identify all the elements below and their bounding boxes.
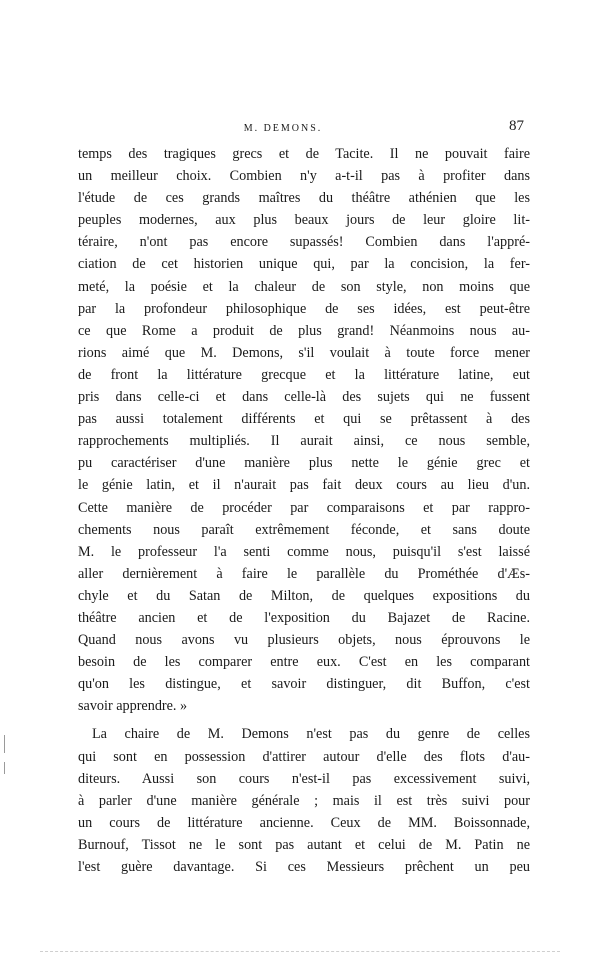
- text-line: aller dernièrement à faire le parallèle du Prométhée d'Æs-: [78, 565, 530, 582]
- text-line: Quand nous avons vu plusieurs objets, nous éprouvons le: [78, 632, 530, 649]
- text-line: pris dans celle-ci et dans celle-là des sujets qui ne fussent: [78, 389, 530, 406]
- text-line: ce que Rome a produit de plus grand! Néanmoins nous au-: [78, 322, 530, 339]
- text-line: savoir apprendre. »: [78, 698, 188, 715]
- text-line: l'est guère davantage. Si ces Messieurs prêchent un peu: [78, 859, 530, 875]
- text-line: meté, la poésie et la chaleur de son style, non moins que: [78, 278, 530, 295]
- text-line: le génie latin, et il n'aurait pas fait deux cours au lieu d'un.: [78, 477, 530, 494]
- text-line: rions aimé que M. Demons, s'il voulait à toute force mener: [78, 344, 530, 361]
- margin-mark: [4, 762, 5, 774]
- text-line: Burnouf, Tissot ne le sont pas autant et celui de M. Patin ne: [78, 836, 530, 853]
- text-line: temps des tragiques grecs et de Tacite. Il ne pouvait faire: [78, 146, 530, 162]
- body-text: [78, 143, 530, 878]
- text-line: rapprochements multipliés. Il aurait ainsi, ce nous semble,: [78, 433, 530, 450]
- paragraph-2: [78, 723, 530, 878]
- text-line: qu'on les distingue, et savoir distinguer, dit Buffon, c'est: [78, 676, 530, 693]
- text-line: l'étude de ces grands maîtres du théâtre athénien que les: [78, 190, 530, 207]
- text-line: chements nous paraît extrêmement féconde, et sans doute: [78, 521, 530, 538]
- text-line: besoin de les comparer entre eux. C'est en les comparant: [78, 654, 530, 671]
- text-line: M. le professeur l'a senti comme nous, puisqu'il s'est laissé: [78, 543, 530, 560]
- text-line: théâtre ancien et de l'exposition du Bajazet de Racine.: [78, 609, 530, 626]
- text-line: pas aussi totalement différents et qui se prêtassent à des: [78, 411, 530, 428]
- text-line: diteurs. Aussi son cours n'est-il pas excessivement suivi,: [78, 770, 530, 787]
- text-line: peuples modernes, aux plus beaux jours de leur gloire lit-: [78, 212, 530, 229]
- text-line: un cours de littérature ancienne. Ceux de MM. Boissonnade,: [78, 814, 530, 831]
- text-line: qui sont en possession d'attirer autour d'elle des flots d'au-: [78, 748, 530, 765]
- text-line: La chaire de M. Demons n'est pas du genre de celles: [92, 726, 530, 743]
- text-line: Cette manière de procéder par comparaisons et par rappro-: [78, 499, 530, 516]
- text-line: à parler d'une manière générale ; mais il est très suivi pour: [78, 792, 530, 809]
- scan-edge: [40, 951, 560, 953]
- paragraph-1: [78, 143, 530, 717]
- text-line: chyle et du Satan de Milton, de quelques expositions du: [78, 587, 530, 604]
- text-line: pu caractériser d'une manière plus nette le génie grec et: [78, 455, 530, 472]
- running-title: M. DEMONS.: [243, 123, 323, 134]
- text-line: de front la littérature grecque et la littérature latine, eut: [78, 366, 530, 383]
- text-line: ciation de cet historien unique qui, par la concision, la fer-: [78, 256, 530, 273]
- text-line: un meilleur choix. Combien n'y a-t-il pas à profiter dans: [78, 168, 530, 185]
- running-head: [78, 118, 530, 138]
- text-line: téraire, n'ont pas encore supassés! Combien dans l'appré-: [78, 234, 530, 251]
- page-number: 87: [509, 118, 524, 134]
- margin-mark: [4, 735, 5, 753]
- text-line: par la profondeur philosophique de ses idées, est peut-être: [78, 300, 530, 317]
